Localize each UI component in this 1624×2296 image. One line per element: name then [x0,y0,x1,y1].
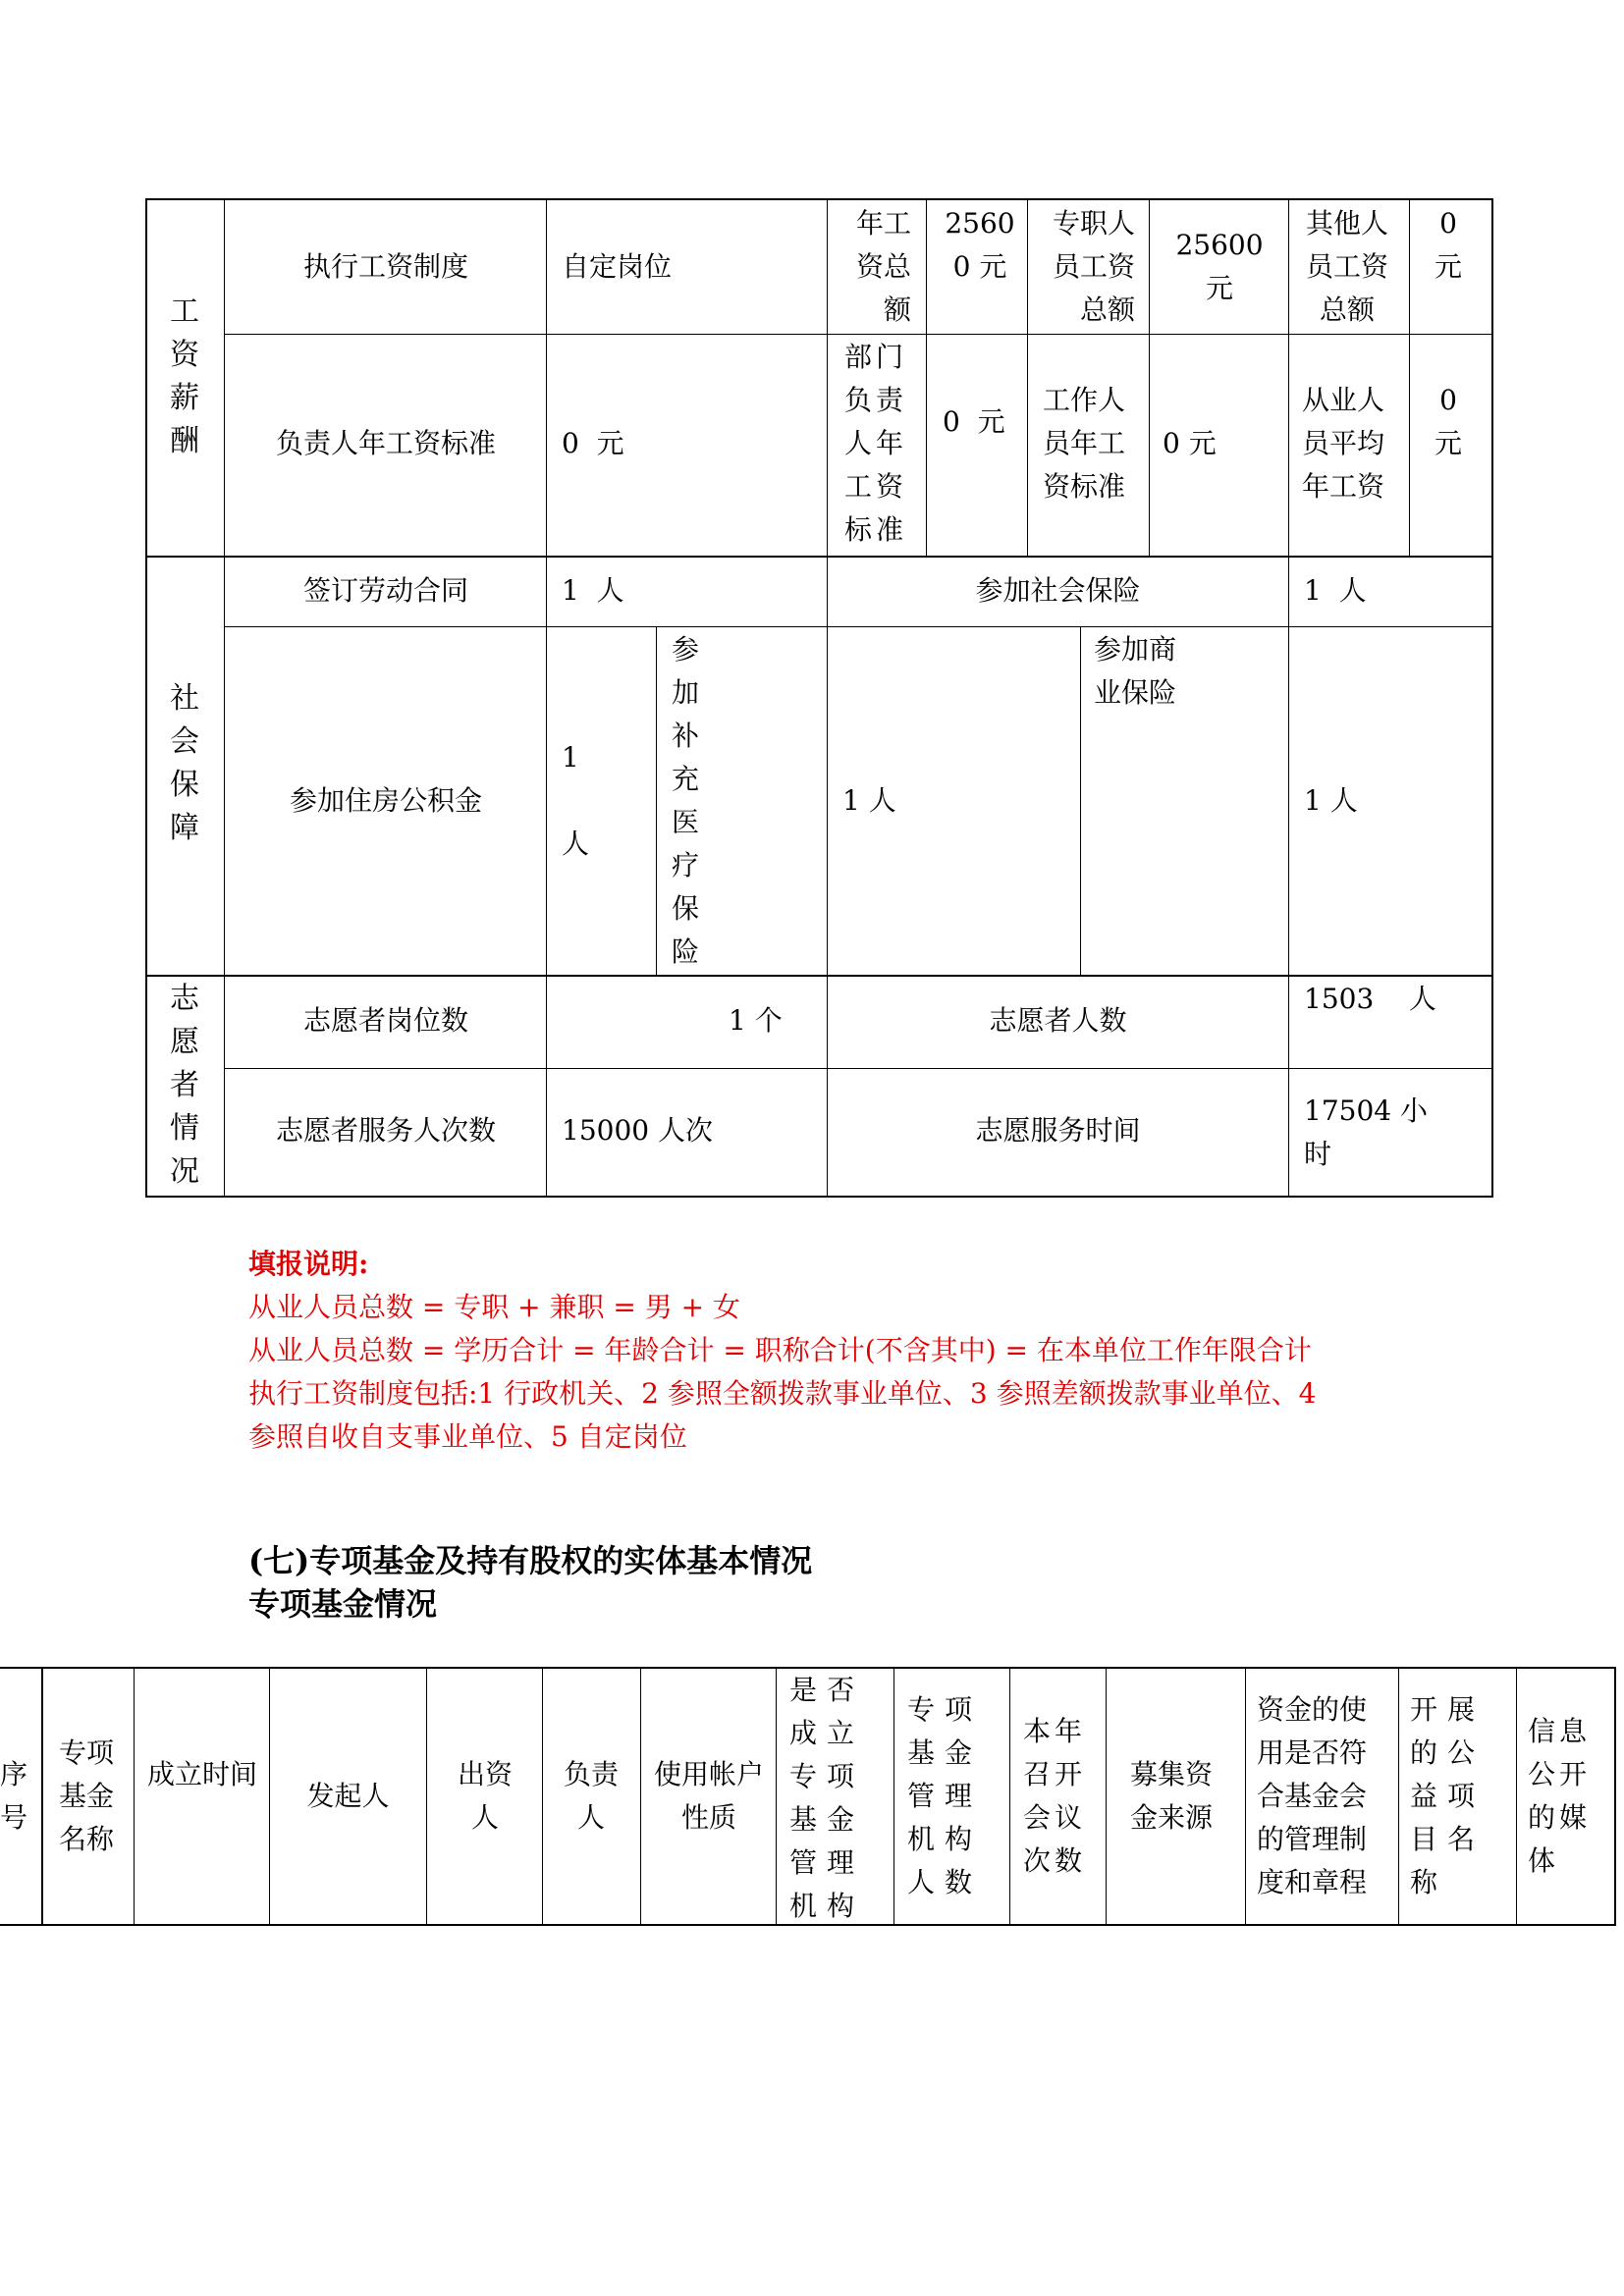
notes-line-1: 从业人员总数 = 专职 + 兼职 = 男 + 女 [248,1291,741,1323]
volunteer-hours-label: 志愿服务时间 [975,1114,1141,1147]
notes-line-2: 从业人员总数 = 学历合计 = 年龄合计 = 职称合计(不含其中) = 在本单位工作年限合计 [248,1334,1312,1366]
housing-fund-value: 1 人 [562,741,590,860]
col-disclosure-media: 信息公开的媒体 [1528,1715,1592,1877]
other-wage-total-label: 其他人员工资总额 [1305,207,1388,326]
commercial-insurance-value: 1 人 [1304,784,1358,817]
volunteer-service-value: 15000 人次 [562,1114,713,1147]
notes-line-4: 参照自收自支事业单位、5 自定岗位 [248,1420,687,1453]
avg-wage-value: 0 元 [1434,384,1462,459]
col-fund-source: 募集资金来源 [1129,1758,1213,1834]
staff-wage-value: 0 元 [1163,427,1217,459]
commercial-insurance-label: 参加商业保险 [1094,633,1177,709]
col-initiator: 发起人 [306,1780,390,1812]
leader-wage-label: 负责人年工资标准 [275,427,496,459]
volunteer-posts-value: 1 个 [729,1004,783,1037]
supplementary-medical-value: 1 人 [842,784,896,817]
notes-line-3: 执行工资制度包括:1 行政机关、2 参照全额拨款事业单位、3 参照差额拨款事业单位、4 [248,1377,1317,1410]
social-section-label: 社会保障 [170,681,199,845]
col-meetings-count: 本年召开会议次数 [1023,1715,1087,1877]
other-wage-total-value: 0 元 [1434,207,1462,283]
volunteer-hours-value: 17504 小时 [1304,1095,1428,1170]
labor-contract-value: 1 人 [562,574,624,607]
social-insurance-label: 参加社会保险 [975,574,1141,607]
col-account-type: 使用帐户性质 [654,1758,765,1834]
col-management-org-staff: 专项基金管理机构人数 [907,1693,983,1898]
col-public-welfare-projects: 开展的公益项目名称 [1410,1693,1486,1898]
annual-wage-total-value: 25600 元 [945,207,1015,283]
col-person-in-charge: 负责人 [563,1758,619,1834]
avg-wage-label: 从业人员平均年工资 [1302,384,1385,503]
volunteer-posts-label: 志愿者岗位数 [302,1004,468,1037]
labor-contract-label: 签订劳动合同 [302,574,468,607]
housing-fund-label: 参加住房公积金 [289,784,482,817]
fulltime-wage-total-value: 25600 元 [1175,229,1264,304]
annual-wage-total-label: 年工资总额 [855,207,911,326]
section-subtitle: 专项基金情况 [248,1585,438,1623]
col-serial: 序号 [0,1758,28,1834]
section-title: (七)专项基金及持有股权的实体基本情况 [248,1542,813,1579]
volunteer-section-label: 志愿者情况 [170,982,199,1189]
col-established-date: 成立时间 [147,1758,258,1790]
salary-section-label: 工资薪酬 [170,294,199,458]
social-insurance-value: 1 人 [1304,574,1367,607]
fulltime-wage-total-label: 专职人员工资总额 [1052,207,1135,326]
staff-wage-label: 工作人员年工资标准 [1043,384,1126,503]
col-fund-name: 专项基金名称 [58,1736,114,1855]
volunteer-service-label: 志愿者服务人次数 [275,1114,496,1147]
leader-wage-value: 0 元 [562,427,624,459]
notes-title: 填报说明: [248,1248,369,1280]
col-investor: 出资人 [457,1758,513,1834]
col-compliance: 资金的使用是否符合基金会的管理制度和章程 [1257,1693,1368,1898]
col-management-org-established: 是否成立专项基金管理机构 [789,1674,865,1922]
volunteer-count-label: 志愿者人数 [989,1004,1127,1037]
volunteer-count-value: 1503 人 [1304,983,1436,1015]
supplementary-medical-label: 参加补充医疗保险 [672,633,700,968]
wage-system-label: 执行工资制度 [302,250,468,283]
wage-system-value: 自定岗位 [562,250,673,283]
dept-head-wage-value: 0 元 [943,405,1005,438]
dept-head-wage-label: 部门负责人年工资标准 [844,341,908,546]
